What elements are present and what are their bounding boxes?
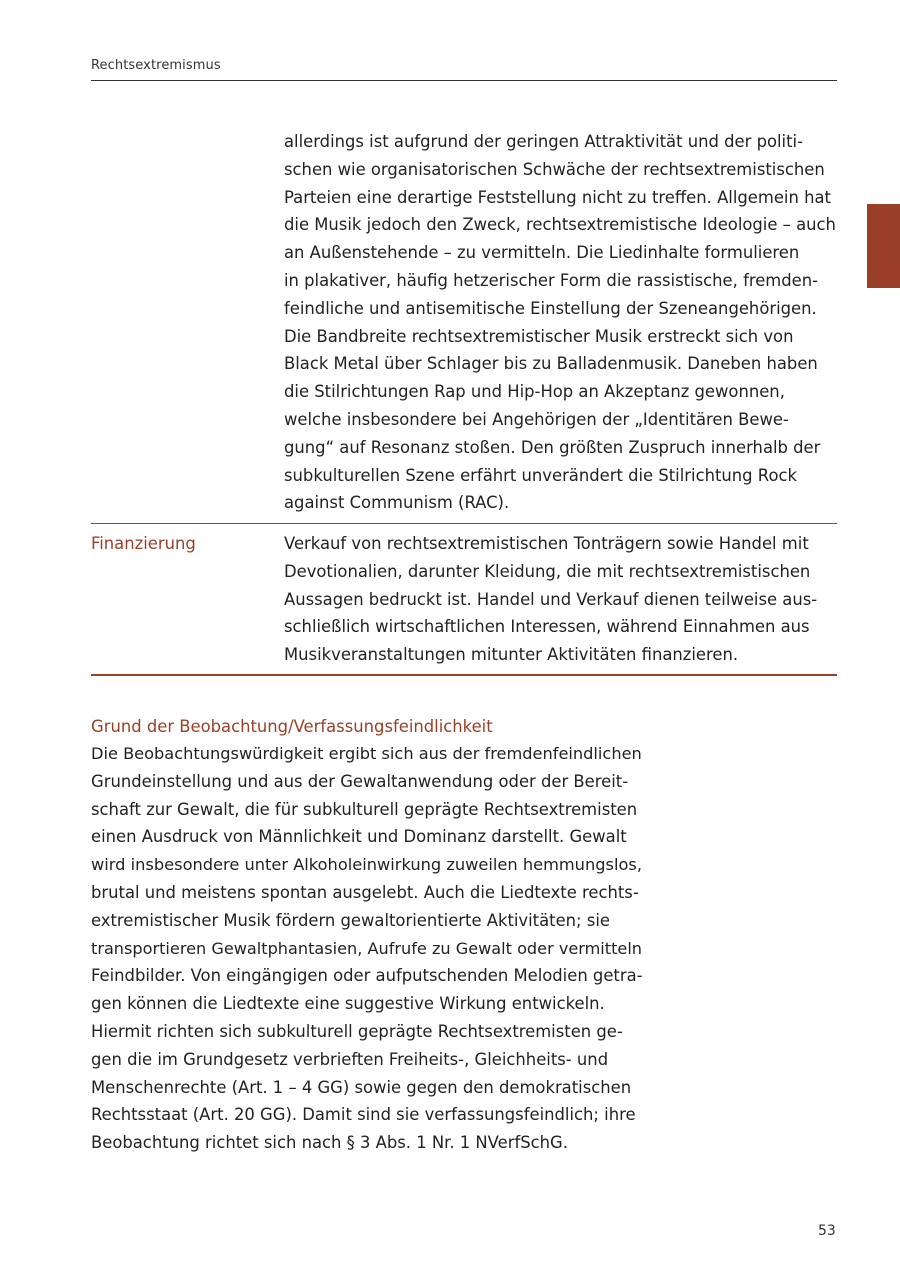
- table-end-rule: [91, 674, 837, 676]
- table-continuation-text: [284, 128, 837, 517]
- text-line: gen die im Grundgesetz verbrieften Freiheits-, Gleichheits- und: [91, 1049, 609, 1069]
- text-line: subkulturellen Szene erfährt unverändert die Stilrichtung Rock: [284, 465, 797, 485]
- text-line: welche insbesondere bei Angehörigen der „Identitären Bewe-: [284, 409, 789, 429]
- text-line: an Außenstehende – zu vermitteln. Die Liedinhalte formulieren: [284, 243, 800, 263]
- body-paragraph-2: [91, 1018, 645, 1157]
- section-heading: Grund der Beobachtung/Verfassungsfeindlichkeit: [91, 717, 493, 736]
- text-line: feindliche und antisemitische Einstellung der Szeneangehörigen.: [284, 298, 817, 318]
- header-rule: [91, 80, 837, 81]
- table-row-label-finanzierung: Finanzierung: [91, 534, 196, 553]
- text-line: allerdings ist aufgrund der geringen Attraktivität und der politi-: [284, 132, 804, 151]
- text-line: gen können die Liedtexte eine suggestive Wirkung entwickeln.: [91, 994, 605, 1014]
- text-line: Devotionalien, darunter Kleidung, die mit rechtsextremistischen: [284, 561, 811, 581]
- text-line: Feindbilder. Von eingängigen oder aufputschenden Melodien getra-: [91, 966, 643, 986]
- page-number: 53: [818, 1223, 836, 1239]
- text-line: schen wie organisatorischen Schwäche der rechtsextremistischen: [284, 159, 825, 179]
- text-line: Menschenrechte (Art. 1 – 4 GG) sowie gegen den demokratischen: [91, 1077, 632, 1097]
- text-line: against Communism (RAC).: [284, 493, 510, 513]
- text-line: schließlich wirtschaftlichen Interessen, während Einnahmen aus: [284, 617, 810, 637]
- running-header: Rechtsextremismus: [91, 58, 221, 73]
- text-line: Die Bandbreite rechtsextremistischer Musik erstreckt sich von: [284, 326, 794, 346]
- chapter-thumb-tab: [867, 204, 900, 288]
- text-line: Beobachtung richtet sich nach § 3 Abs. 1 Nr. 1 NVerfSchG.: [91, 1133, 568, 1153]
- text-line: in plakativer, häufig hetzerischer Form die rassistische, fremden-: [284, 270, 819, 290]
- text-line: einen Ausdruck von Männlichkeit und Dominanz darstellt. Gewalt: [91, 827, 627, 847]
- table-row-text-finanzierung: [284, 530, 837, 669]
- text-line: Black Metal über Schlager bis zu Balladenmusik. Daneben haben: [284, 354, 818, 374]
- table-row-divider: [91, 523, 837, 524]
- text-line: Verkauf von rechtsextremistischen Tonträgern sowie Handel mit: [284, 534, 809, 553]
- text-line: schaft zur Gewalt, die für subkulturell geprägte Rechtsextremisten: [91, 799, 638, 819]
- text-line: Hiermit richten sich subkulturell geprägte Rechtsextremisten ge-: [91, 1022, 623, 1041]
- text-line: Aussagen bedruckt ist. Handel und Verkauf dienen teilweise aus-: [284, 589, 818, 609]
- text-line: brutal und meistens spontan ausgelebt. Auch die Liedtexte rechts-: [91, 882, 639, 902]
- text-line: Parteien eine derartige Feststellung nicht zu treffen. Allgemein hat: [284, 187, 831, 207]
- body-paragraph-1: [91, 740, 645, 1018]
- text-line: extremistischer Musik fördern gewaltorientierte Aktivitäten; sie: [91, 910, 610, 930]
- text-line: die Musik jedoch den Zweck, rechtsextremistische Ideologie – auch: [284, 215, 836, 235]
- text-line: gung“ auf Resonanz stoßen. Den größten Zuspruch innerhalb der: [284, 437, 821, 457]
- text-line: transportieren Gewaltphantasien, Aufrufe zu Gewalt oder vermitteln: [91, 938, 642, 958]
- text-line: die Stilrichtungen Rap und Hip-Hop an Akzeptanz gewonnen,: [284, 382, 785, 402]
- text-line: Die Beobachtungswürdigkeit ergibt sich aus der fremdenfeindlichen: [91, 744, 642, 763]
- text-line: Rechtsstaat (Art. 20 GG). Damit sind sie verfassungsfeindlich; ihre: [91, 1105, 636, 1125]
- text-line: wird insbesondere unter Alkoholeinwirkung zuweilen hemmungslos,: [91, 855, 643, 875]
- text-line: Musikveranstaltungen mitunter Aktivitäten finanzieren.: [284, 645, 739, 665]
- text-line: Grundeinstellung und aus der Gewaltanwendung oder der Bereit-: [91, 771, 629, 791]
